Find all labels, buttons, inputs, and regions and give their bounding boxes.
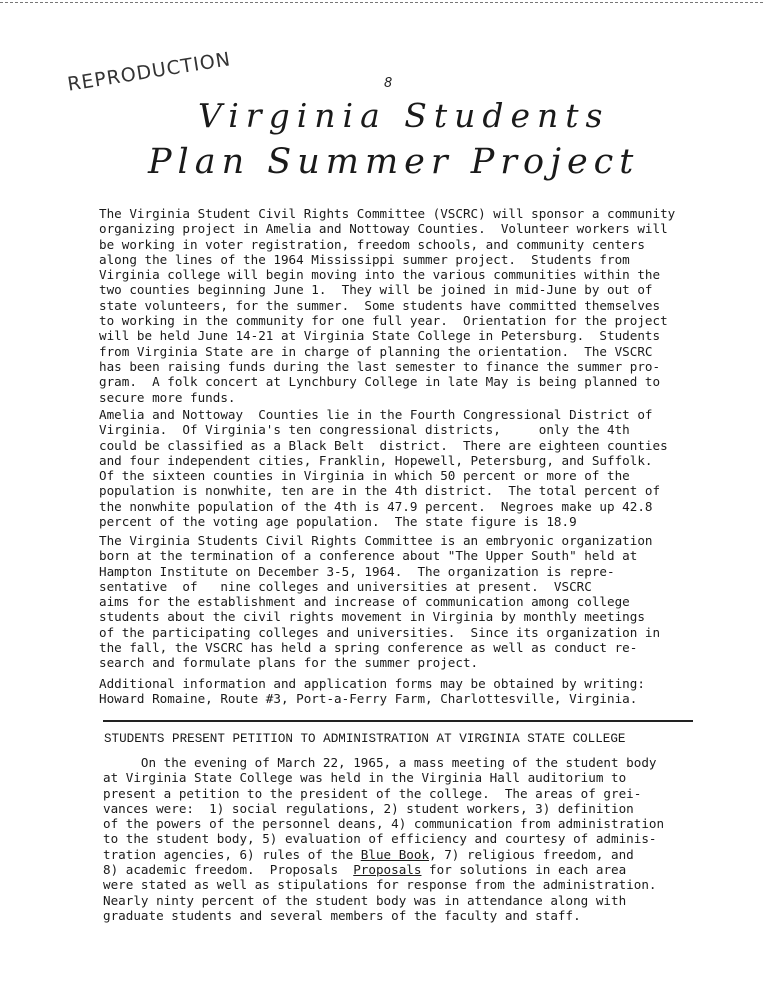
handwritten-title-line-2: Plan Summer Project [148,142,640,182]
page-top-edge [0,2,763,3]
proposals-underlined: Proposals [353,862,422,878]
article-paragraph-3: The Virginia Students Civil Rights Committee is an embryonic organization born at the termination of a conference about "The Upper South" held at Hampton Institute on December 3-5, 1964. The organization is repre- sentative of nine colleges and universities at present. VSCRC aims for the establishment and increase of communication among college students about the civil rights movement in Virginia by monthly meetings of the participating colleges and universities. Since its organization in the fall, the VSCRC has held a spring conference as well as conduct re- search and formulate plans for the summer project. [99,533,661,671]
section-divider [103,720,693,722]
article-paragraph-4: Additional information and application forms may be obtained by writing: Howard Romaine, Route #3, Port-a-Ferry Farm, Charlottesville, Virginia. [99,676,645,707]
reproduction-stamp: REPRODUCTION [66,48,233,96]
article-paragraph-2: Amelia and Nottoway Counties lie in the Fourth Congressional District of Virginia. Of Virginia's ten congressional districts, only the 4th could be classified as a Black Belt district. There are eighteen counties and four independent cities, Franklin, Hopewell, Petersburg, and Suffolk. Of the sixteen counties in Virginia in which 50 percent or more of the population is nonwhite, ten are in the 4th district. The total percent of the nonwhite population of the 4th is 47.9 percent. Negroes make up 42.8 percent of the voting age population. The state figure is 18.9 [99,407,668,530]
blue-book-title: Blue Book [360,846,430,862]
petition-text-3: for solutions in each area were stated as well as stipulations for response from the administration. Nearly ninty percent of the student body was in attendance along with graduate students and several members of the faculty and staff. [103,862,657,923]
petition-text-2: , 7) religious freedom, and 8) academic freedom. Proposals [103,846,634,878]
page-number: 8 [384,76,393,91]
petition-heading: STUDENTS PRESENT PETITION TO ADMINISTRATION AT VIRGINIA STATE COLLEGE [104,732,626,746]
petition-paragraph [103,755,693,923]
petition-text-1: On the evening of March 22, 1965, a mass meeting of the student body at Virginia State College was held in the Virginia Hall auditorium to present a petition to the president of the college. The areas of grei- vances were: 1) social regulations, 2) student workers, 3) definition of the powers of the personnel deans, 4) communication from administration to the student body, 5) evaluation of efficiency and courtesy of adminis- tration agencies, 6) rules of the [103,755,665,862]
handwritten-title-line-1: Virginia Students [198,96,610,135]
article-paragraph-1: The Virginia Student Civil Rights Committee (VSCRC) will sponsor a community organizing project in Amelia and Nottoway Counties. Volunteer workers will be working in voter registration, freedom schools, and community centers along the lines of the 1964 Mississippi summer project. Students from Virginia college will begin moving into the various communities within the two counties beginning June 1. They will be joined in mid-June by out of state volunteers, for the summer. Some students have committed themselves to working in the community for one full year. Orientation for the project will be held June 14-21 at Virginia State College in Petersburg. Students from Virginia State are in charge of planning the orientation. The VSCRC has been raising funds during the last semester to finance the summer pro- gram. A folk concert at Lynchbury College in late May is being planned to secure more funds. [99,206,676,405]
